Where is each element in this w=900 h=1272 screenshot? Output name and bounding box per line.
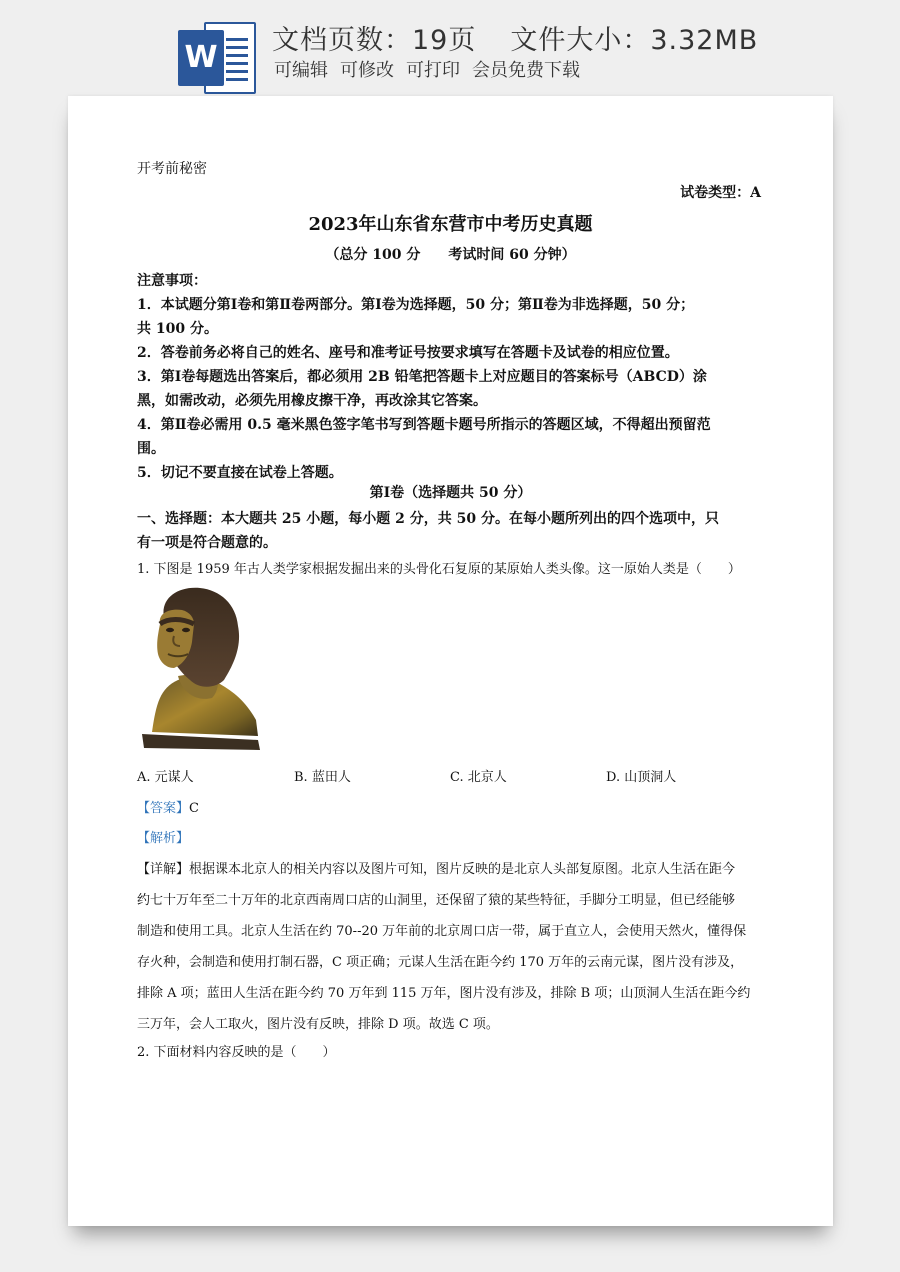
note-line: 黑，如需改动，必须先用橡皮擦干净，再改涂其它答案。 (137, 393, 487, 409)
question-1: 1. 下图是 1959 年古人类学家根据发掘出来的头骨化石复原的某原始人类头像。这一原始人类是（ ） (137, 562, 741, 577)
feature-member-download: 会员免费下载 (472, 60, 580, 81)
detail-text: 根据课本北京人的相关内容以及图片可知，图片反映的是北京人头部复原图。北京人生活在距今 (189, 862, 736, 877)
explanation-line (137, 858, 735, 877)
document-page (68, 96, 833, 1226)
explanation-line: 约七十万年至二十万年的北京西南周口店的山洞里，还保留了猿的某些特征，手脚分工明显，但已经能够 (137, 893, 736, 908)
page-title: 2023年山东省东营市中考历史真题 (308, 214, 593, 235)
section-intro-line: 有一项是符合题意的。 (137, 535, 277, 551)
option-b: B. 蓝田人 (294, 770, 351, 785)
notes-heading: 注意事项： (137, 273, 207, 289)
peking-man-bust-image (138, 584, 264, 754)
detail-label: 【详解】 (137, 862, 190, 877)
feature-printable: 可打印 (406, 60, 460, 81)
paper-type: 试卷类型：A (680, 185, 761, 201)
option-c: C. 北京人 (450, 770, 507, 785)
feature-modifiable: 可修改 (340, 60, 394, 81)
page-subtitle: （总分 100 分 考试时间 60 分钟） (325, 247, 576, 263)
note-line: 3．第Ⅰ卷每题选出答案后，都必须用 2B 铅笔把答题卡上对应题目的答案标号（ABCD）涂 (137, 369, 707, 385)
word-doc-icon (178, 20, 258, 96)
feature-list (274, 56, 580, 82)
note-line: 共 100 分。 (137, 321, 218, 337)
section-intro-line: 一、选择题：本大题共 25 小题，每小题 2 分，共 50 分。在每小题所列出的四个选项中，只 (137, 511, 719, 527)
option-a: A. 元谋人 (137, 770, 194, 785)
analysis-label: 【解析】 (137, 831, 190, 846)
answer-value: C (189, 801, 199, 816)
explanation-line: 制造和使用工具。北京人生活在约 70--20 万年前的北京周口店一带，属于直立人，会使用天然火，懂得保 (137, 924, 747, 939)
section-title: 第Ⅰ卷（选择题共 50 分） (369, 485, 532, 501)
note-line: 围。 (137, 441, 165, 457)
note-line: 5．切记不要直接在试卷上答题。 (137, 465, 343, 481)
secret-label: 开考前秘密 (137, 161, 207, 177)
explanation-line: 存火种，会制造和使用打制石器，C 项正确；元谋人生活在距今约 170 万年的云南元谋，图片没有涉及， (137, 955, 744, 970)
note-line: 1．本试题分第Ⅰ卷和第Ⅱ卷两部分。第Ⅰ卷为选择题，50 分；第Ⅱ卷为非选择题，50 分； (137, 297, 695, 313)
page-count: 文档页数：19页 (272, 25, 477, 56)
file-size: 文件大小：3.32MB (510, 25, 759, 56)
doc-meta-line (272, 18, 758, 57)
header-banner (0, 0, 900, 100)
explanation-line: 排除 A 项；蓝田人生活在距今约 70 万年到 115 万年，图片没有涉及，排除 B 项；山顶洞人生活在距今约 (137, 986, 751, 1001)
answer-line (137, 797, 199, 816)
note-line: 2．答卷前务必将自己的姓名、座号和准考证号按要求填写在答题卡及试卷的相应位置。 (137, 345, 679, 361)
note-line: 4．第Ⅱ卷必需用 0.5 毫米黑色签字笔书写到答题卡题号所指示的答题区域，不得超出预留范 (137, 417, 711, 433)
word-badge: W (178, 30, 224, 86)
option-d: D. 山顶洞人 (606, 770, 677, 785)
question-2: 2. 下面材料内容反映的是（ ） (137, 1045, 336, 1060)
explanation-line: 三万年，会人工取火，图片没有反映，排除 D 项。故选 C 项。 (137, 1017, 499, 1032)
feature-editable: 可编辑 (274, 60, 328, 81)
answer-label: 【答案】 (137, 801, 190, 816)
